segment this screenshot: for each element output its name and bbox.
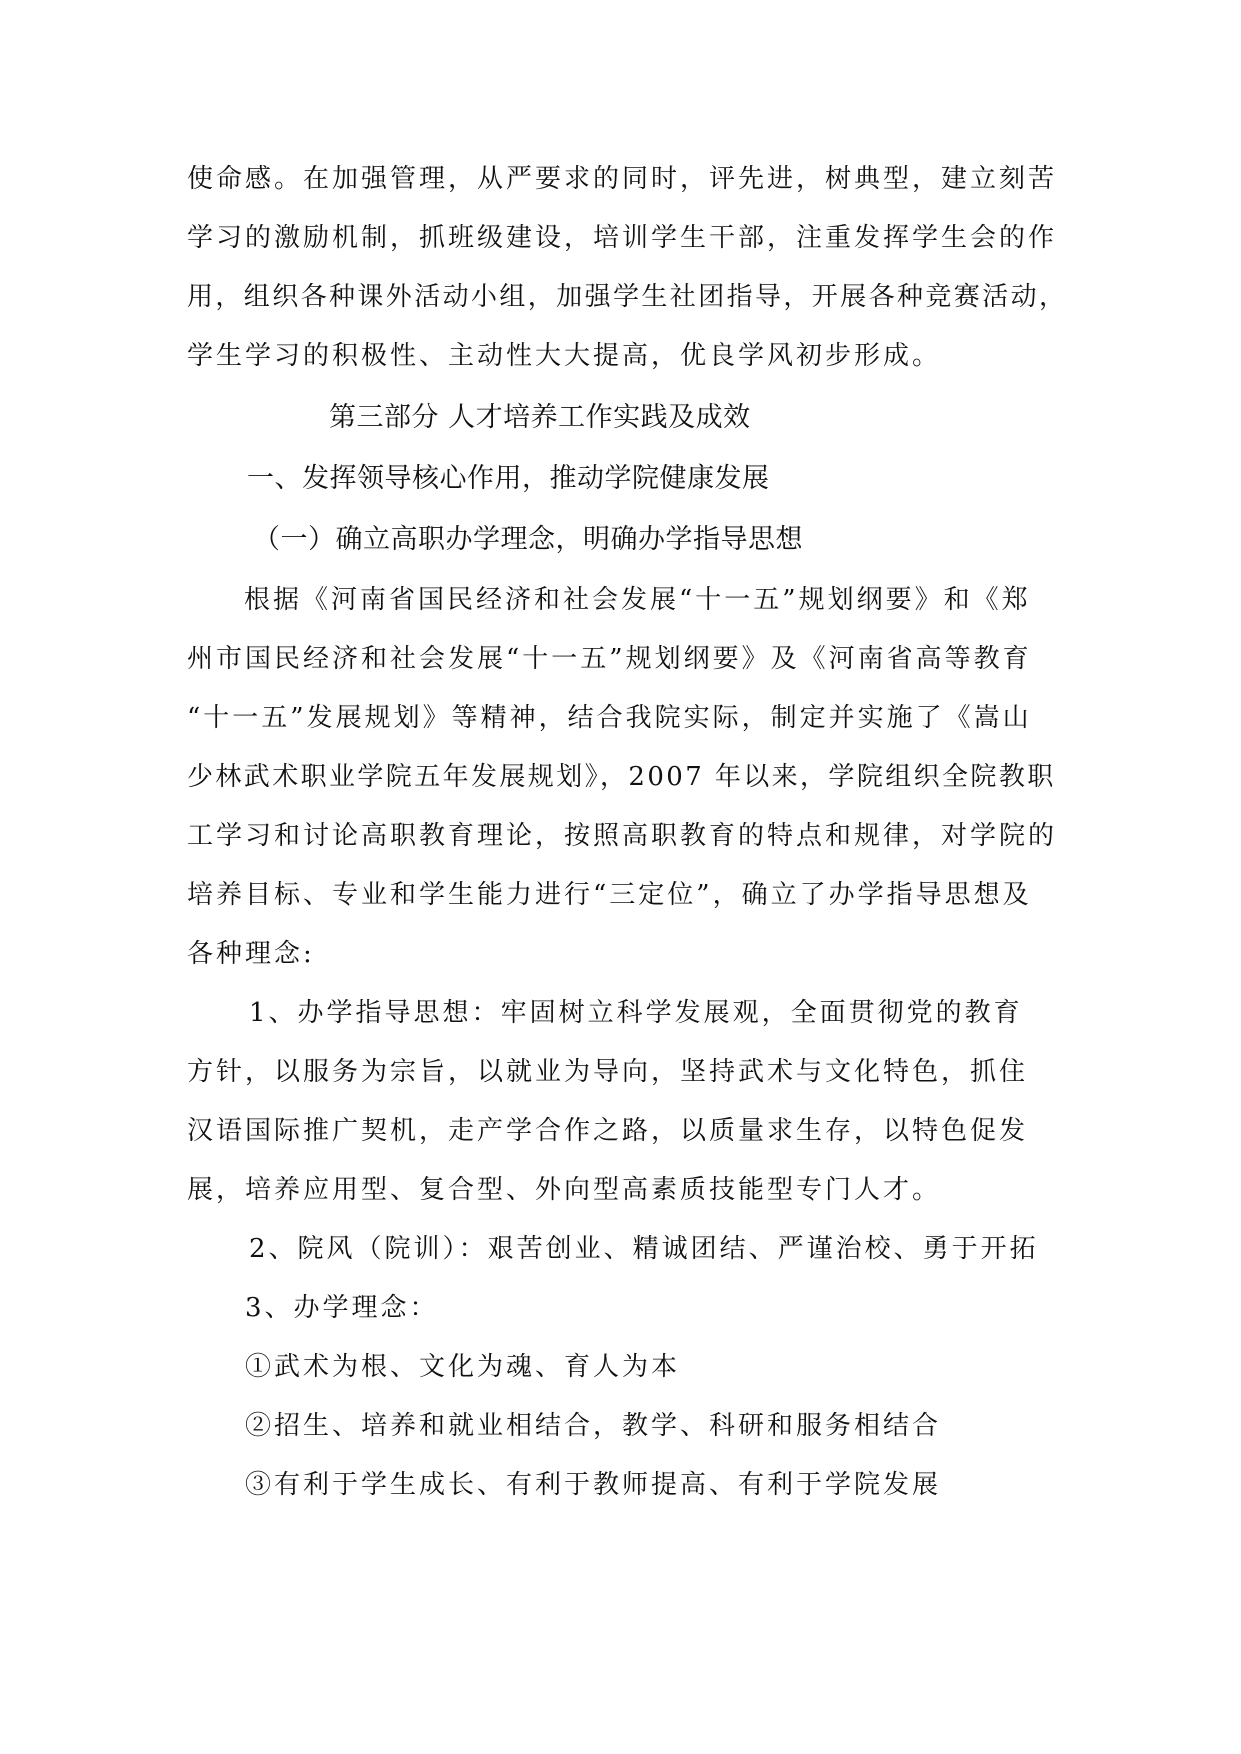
text-line: 州市国民经济和社会发展“十一五”规划纲要》及《河南省高等教育 <box>187 644 1032 674</box>
text-line: 学习的激励机制，抓班级建设，培训学生干部，注重发挥学生会的作 <box>187 223 1058 253</box>
text-line: 展，培养应用型、复合型、外向型高素质技能型专门人才。 <box>187 1175 942 1205</box>
text-line: 少林武术职业学院五年发展规划》，2007 年以来，学院组织全院教职 <box>187 762 1056 792</box>
text-line: 用，组织各种课外活动小组，加强学生社团指导，开展各种竞赛活动， <box>187 282 1068 312</box>
text-line: 工学习和讨论高职教育理论，按照高职教育的特点和规律，对学院的 <box>187 821 1058 851</box>
text-line: 方针，以服务为宗旨，以就业为导向，坚持武术与文化特色，抓住 <box>187 1057 1029 1087</box>
item-1 <box>187 984 1057 1220</box>
text-line: 各种理念: <box>187 939 315 969</box>
item-3-heading <box>187 1279 1057 1338</box>
item-number: 3、 <box>245 1293 294 1323</box>
section-heading: 一、发挥领导核心作用，推动学院健康发展 <box>247 463 770 494</box>
text-line: 培养目标、专业和学生能力进行“三定位”，确立了办学指导思想及 <box>187 880 1032 910</box>
item-label: 办学指导思想： <box>297 998 501 1028</box>
body-paragraph <box>187 571 1057 984</box>
subsection-heading: （一）确立高职办学理念，明确办学指导思想 <box>253 524 803 555</box>
item-3 <box>187 1279 1057 1515</box>
item-number: 2、 <box>249 1234 298 1264</box>
text-line: “十一五”发展规划》等精神，结合我院实际，制定并实施了《嵩山 <box>187 703 1032 733</box>
item-number: 1、 <box>249 998 298 1028</box>
intro-paragraph <box>187 150 1068 386</box>
item-label: 院风（院训） <box>297 1234 459 1264</box>
text-line: 汉语国际推广契机，走产学合作之路，以质量求生存，以特色促发 <box>187 1116 1029 1146</box>
list-item: ①武术为根、文化为魂、育人为本 <box>245 1352 681 1382</box>
item-label: 办学理念： <box>293 1293 439 1323</box>
list-item: ③有利于学生成长、有利于教师提高、有利于学院发展 <box>245 1470 942 1500</box>
list-item: ②招生、培养和就业相结合，教学、科研和服务相结合 <box>245 1411 942 1441</box>
text-line: 学生学习的积极性、主动性大大提高，优良学风初步形成。 <box>187 341 942 371</box>
item-text: ：艰苦创业、精诚团结、严谨治校、勇于开拓 <box>458 1234 1039 1264</box>
text-line: 使命感。在加强管理，从严要求的同时，评先进，树典型，建立刻苦 <box>187 164 1058 194</box>
item-1-first-line <box>187 984 1057 1043</box>
text-line: 根据《河南省国民经济和社会发展“十一五”规划纲要》和《郑 <box>244 585 1031 615</box>
item-2 <box>187 1220 1057 1279</box>
part-heading: 第三部分 人才培养工作实践及成效 <box>329 402 751 433</box>
item-text: 牢固树立科学发展观，全面贯彻党的教育 <box>500 998 1023 1028</box>
page-content <box>187 150 1068 1515</box>
